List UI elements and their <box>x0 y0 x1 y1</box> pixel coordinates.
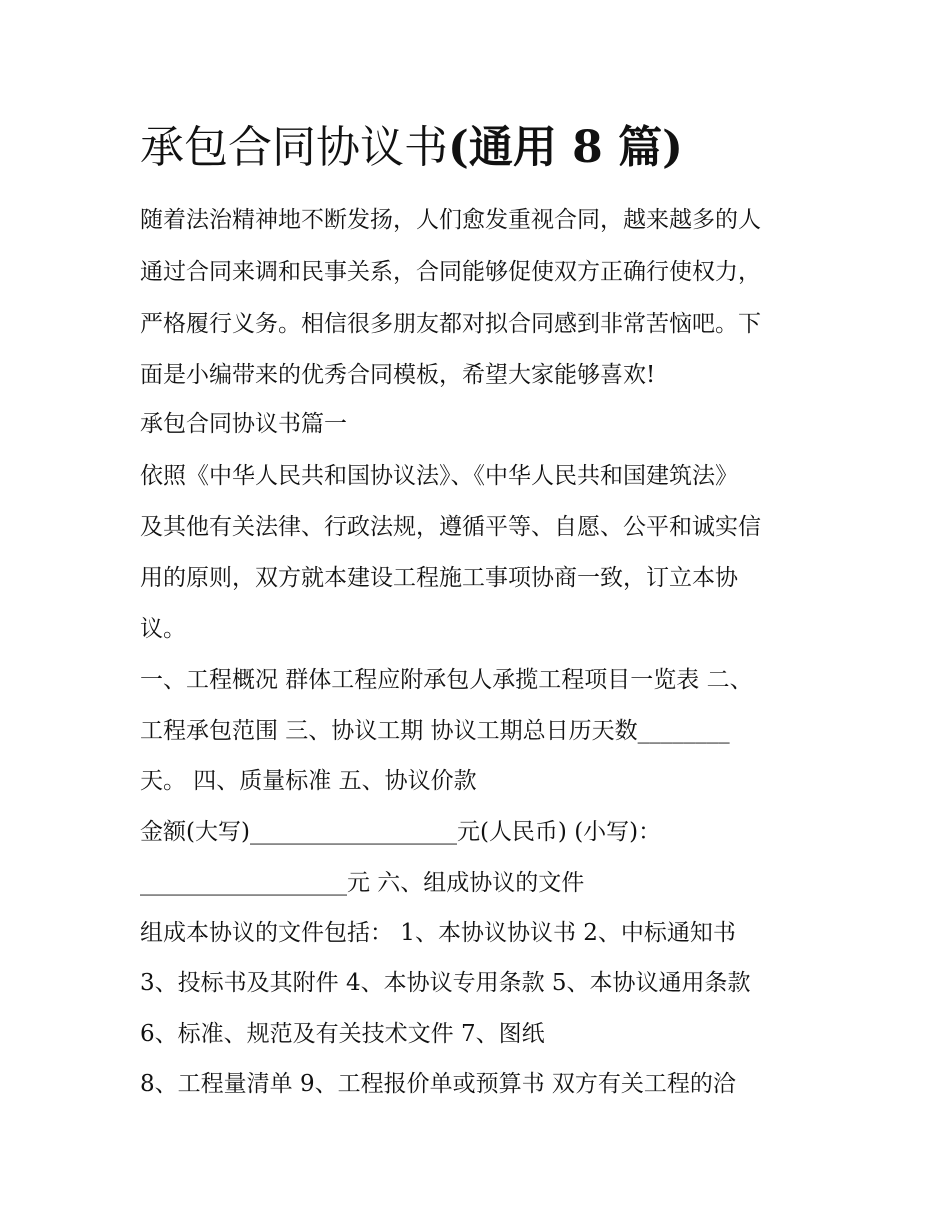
paragraph-line: 天。 四、质量标准 五、协议价款 <box>140 768 477 794</box>
paragraph-line: 金额(大写)__________________元(人民币) (小写)： <box>140 819 662 845</box>
paragraph-line: 工程承包范围 三、协议工期 协议工期总日历天数________ <box>140 718 730 744</box>
paragraph-line: 一、工程概况 群体工程应附承包人承揽工程项目一览表 二、 <box>140 667 753 693</box>
paragraph-line: 依照《中华人民共和国协议法》、《中华人民共和国建筑法》 <box>140 463 738 489</box>
document-title <box>140 118 683 178</box>
paragraph-line: 随着法治精神地不断发扬，人们愈发重视合同，越来越多的人 <box>140 207 761 233</box>
title-main: 承包合同协议书 <box>140 122 448 173</box>
paragraph-line: 严格履行义务。相信很多朋友都对拟合同感到非常苦恼吧。下 <box>140 311 761 337</box>
title-paren: (通用 8 篇) <box>448 122 683 173</box>
section-heading: 承包合同协议书篇一 <box>140 411 347 437</box>
paragraph-line: 面是小编带来的优秀合同模板，希望大家能够喜欢! <box>140 362 656 388</box>
paragraph-line: 及其他有关法律、行政法规，遵循平等、自愿、公平和诚实信 <box>140 514 761 540</box>
paragraph-line: 6、标准、规范及有关技术文件 7、图纸 <box>140 1021 545 1047</box>
paragraph-line: 议。 <box>140 616 186 642</box>
paragraph-line: __________________元 六、组成协议的文件 <box>140 870 585 896</box>
paragraph-line: 用的原则，双方就本建设工程施工事项协商一致，订立本协 <box>140 565 738 591</box>
paragraph-line: 3、投标书及其附件 4、本协议专用条款 5、本协议通用条款 <box>140 970 751 996</box>
paragraph-line: 组成本协议的文件包括： 1、本协议协议书 2、中标通知书 <box>140 920 736 946</box>
paragraph-line: 通过合同来调和民事关系，合同能够促使双方正确行使权力， <box>140 259 761 285</box>
paragraph-line: 8、工程量清单 9、工程报价单或预算书 双方有关工程的洽 <box>140 1071 736 1097</box>
